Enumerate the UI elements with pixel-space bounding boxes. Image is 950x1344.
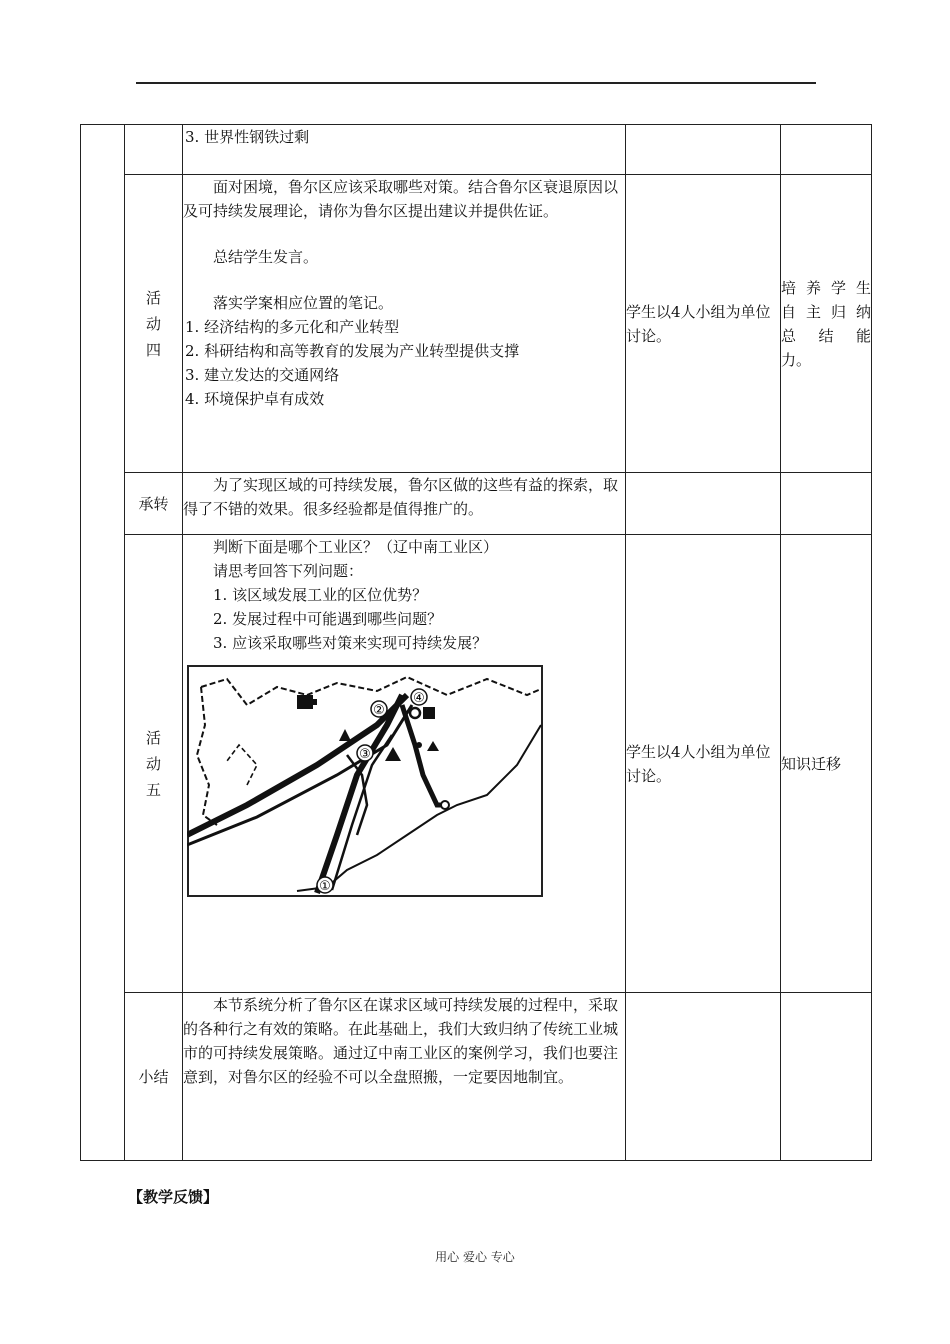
list-item: 4. 环境保护卓有成效 [185,390,325,408]
activity-5-label: 活 动 五 [125,535,183,993]
list-item: 1. 该区域发展工业的区位优势？ [213,586,428,604]
summary-note: 总结学生发言。 [213,248,319,266]
activity-5-content [183,535,626,993]
map-marker-2: ② [373,703,385,718]
page-footer: 用心 爱心 专心 [435,1250,515,1264]
teaching-goal: 培养学生 自主归纳 总 结 能 力。 [781,175,872,473]
row-transition [81,473,872,535]
header-rule [136,82,816,84]
row-activity-5 [81,535,872,993]
list-item: 2. 科研结构和高等教育的发展为产业转型提供支撑 [185,342,520,360]
student-activity: 学生以4人小组为单位讨论。 [626,175,781,473]
row-summary [81,993,872,1161]
summary-paragraph: 本节系统分析了鲁尔区在谋求区域可持续发展的过程中，采取的各种行之有效的策略。在此基础上，我们大致归纳了传统工业城市的可持续发展策略。通过辽中南工业区的案例学习，我们也要注意到，对鲁尔区的经验不可以全盘照搬，一定要因地制宜。 [183,996,619,1086]
activity-4-paragraph: 面对困境，鲁尔区应该采取哪些对策。结合鲁尔区衰退原因以及可持续发展理论，请你为鲁尔区提出建议并提供佐证。 [183,178,619,220]
row-continued [81,125,872,175]
transition-label: 承转 [125,473,183,535]
transition-paragraph: 为了实现区域的可持续发展，鲁尔区做的这些有益的探索，取得了不错的效果。很多经验都是值得推广的。 [183,476,619,518]
activity-4-label: 活 动 四 [125,175,183,473]
map-marker-4: ④ [413,691,425,706]
question-prompt: 请思考回答下列问题： [213,562,364,580]
list-item: 3. 建立发达的交通网络 [185,366,340,384]
summary-label: 小结 [125,993,183,1161]
student-activity: 学生以4人小组为单位讨论。 [626,535,781,993]
map-marker-3: ③ [359,747,371,762]
list-item: 3. 世界性钢铁过剩 [185,128,310,146]
feedback-heading: 【教学反馈】 [128,1188,219,1206]
row-activity-4 [81,175,872,473]
list-item: 3. 应该采取哪些对策来实现可持续发展？ [213,634,488,652]
teaching-goal: 知识迁移 [781,535,872,993]
map-marker-1: ① [319,879,331,894]
stage-column [81,125,125,1161]
list-item: 1. 经济结构的多元化和产业转型 [185,318,400,336]
activity-4-content [183,175,626,473]
list-item: 2. 发展过程中可能遇到哪些问题？ [213,610,443,628]
lesson-table [80,124,872,1161]
liaozhongnan-map [187,665,543,897]
notes-instruction: 落实学案相应位置的笔记。 [213,294,394,312]
map-question: 判断下面是哪个工业区？（辽中南工业区） [213,538,499,556]
